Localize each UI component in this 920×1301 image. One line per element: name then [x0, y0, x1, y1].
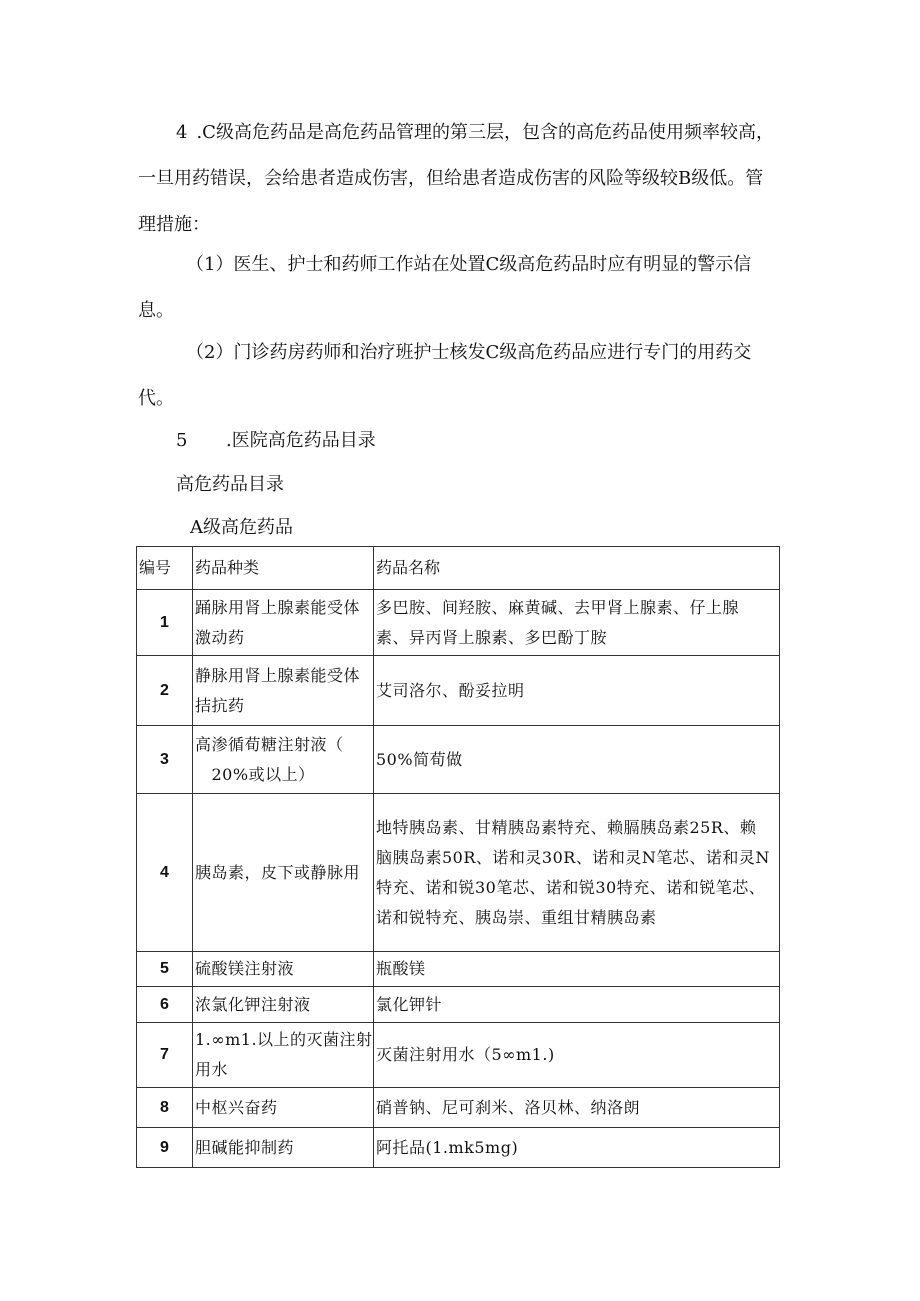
text-line: 代。 — [138, 388, 174, 409]
cell-line: 静脉用肾上腺素能受体 — [195, 665, 361, 685]
drug-category — [193, 794, 374, 952]
drug-names — [374, 952, 780, 987]
drug-names — [374, 1128, 780, 1168]
cell-line: 激动药 — [195, 627, 245, 647]
table-row — [137, 1023, 780, 1088]
header-number: 编号 — [137, 547, 193, 590]
drug-category — [193, 590, 374, 656]
header-name: 药品名称 — [374, 547, 780, 590]
text-line: 理措施： — [138, 214, 210, 235]
cell-line: 灭菌注射用水（5∞m1.) — [376, 1045, 555, 1064]
drug-category — [193, 987, 374, 1023]
cell-line: 50%简荀做 — [376, 749, 463, 769]
cell-line: 艾司洛尔、酚妥拉明 — [376, 680, 525, 700]
drug-category — [193, 1023, 374, 1088]
drug-category — [193, 1128, 374, 1168]
table-row — [137, 794, 780, 952]
drug-names — [374, 1023, 780, 1088]
table-row — [137, 726, 780, 794]
row-number: 8 — [137, 1088, 193, 1128]
cell-line: 中枢兴奋药 — [195, 1097, 278, 1117]
drug-category — [193, 1088, 374, 1128]
cell-line: 地特胰岛素、甘精胰岛素特充、赖膈胰岛素25R、赖 — [376, 817, 757, 837]
section-number: 5 — [176, 430, 188, 451]
paragraph-grade-c — [138, 110, 788, 248]
drug-names — [374, 726, 780, 794]
cell-line: 浓氯化钾注射液 — [195, 994, 311, 1014]
table-row — [137, 1088, 780, 1128]
catalog-title: 高危药品目录 — [176, 474, 284, 495]
drug-category — [193, 656, 374, 726]
grade-a-title: A级高危药品 — [190, 517, 293, 538]
paragraph-measure-1 — [138, 242, 788, 334]
section-title: .医院高危药品目录 — [226, 430, 376, 451]
cell-line: 拮抗药 — [195, 695, 245, 715]
row-number: 5 — [137, 952, 193, 987]
cell-line: 氯化钾针 — [376, 994, 443, 1014]
table-header-row — [137, 547, 780, 590]
table-row — [137, 987, 780, 1023]
drug-names — [374, 1088, 780, 1128]
paragraph-measure-2 — [138, 330, 788, 422]
text-line: 4 .C级高危药品是高危药品管理的第三层，包含的高危药品使用频率较高， — [176, 122, 774, 143]
table-body — [137, 590, 780, 1168]
table-row — [137, 656, 780, 726]
cell-line: 高渗循荀糖注射液（ — [195, 734, 344, 754]
text-line: 一旦用药错误，会给患者造成伤害，但给患者造成伤害的风险等级较B级低。管 — [138, 168, 764, 189]
row-number: 3 — [137, 726, 193, 794]
drug-names — [374, 656, 780, 726]
drug-table — [136, 546, 780, 1168]
cell-line: 特充、诺和锐30笔芯、诺和锐30特充、诺和锐笔芯、 — [376, 877, 766, 897]
header-category: 药品种类 — [193, 547, 374, 590]
text-line: 息。 — [138, 300, 174, 321]
text-line: （1）医生、护士和药师工作站在处置C级高危药品时应有明显的警示信 — [186, 254, 752, 275]
cell-line: 硫酸镁注射液 — [195, 959, 295, 978]
text-line: （2）门诊药房药师和治疗班护士核发C级高危药品应进行专门的用药交 — [186, 342, 752, 363]
cell-line: 20%或以上） — [195, 764, 315, 784]
cell-line: 硝普钠、尼可刹米、洛贝林、纳洛朗 — [376, 1097, 641, 1117]
cell-line: 诺和锐特充、胰岛崇、重组甘精胰岛素 — [376, 907, 657, 927]
drug-names — [374, 794, 780, 952]
cell-line: 多巴胺、间羟胺、麻黄碱、去甲肾上腺素、仔上腺 — [376, 597, 740, 617]
row-number: 2 — [137, 656, 193, 726]
row-number: 7 — [137, 1023, 193, 1088]
cell-line: 胰岛素，皮下或静脉用 — [195, 862, 361, 882]
drug-names — [374, 590, 780, 656]
row-number: 6 — [137, 987, 193, 1023]
section-heading — [176, 418, 376, 464]
cell-line: 素、异丙肾上腺素、多巴酚丁胺 — [376, 627, 608, 647]
cell-line: 胆碱能抑制药 — [195, 1137, 295, 1157]
row-number: 1 — [137, 590, 193, 656]
drug-names — [374, 987, 780, 1023]
cell-line: 脑胰岛素50R、诺和灵30R、诺和灵N笔芯、诺和灵N — [376, 847, 770, 867]
table-row — [137, 1128, 780, 1168]
cell-line: 阿托品(1.mk5mg) — [376, 1137, 519, 1157]
cell-line: 1.∞m1.以上的灭菌注射 — [195, 1030, 373, 1049]
drug-category — [193, 952, 374, 987]
cell-line: 用水 — [195, 1060, 229, 1079]
row-number: 9 — [137, 1128, 193, 1168]
cell-line: 瓶酸镁 — [376, 959, 426, 978]
table-row — [137, 952, 780, 987]
cell-line: 踊脉用肾上腺素能受体 — [195, 597, 361, 617]
row-number: 4 — [137, 794, 193, 952]
table-row — [137, 590, 780, 656]
drug-category — [193, 726, 374, 794]
